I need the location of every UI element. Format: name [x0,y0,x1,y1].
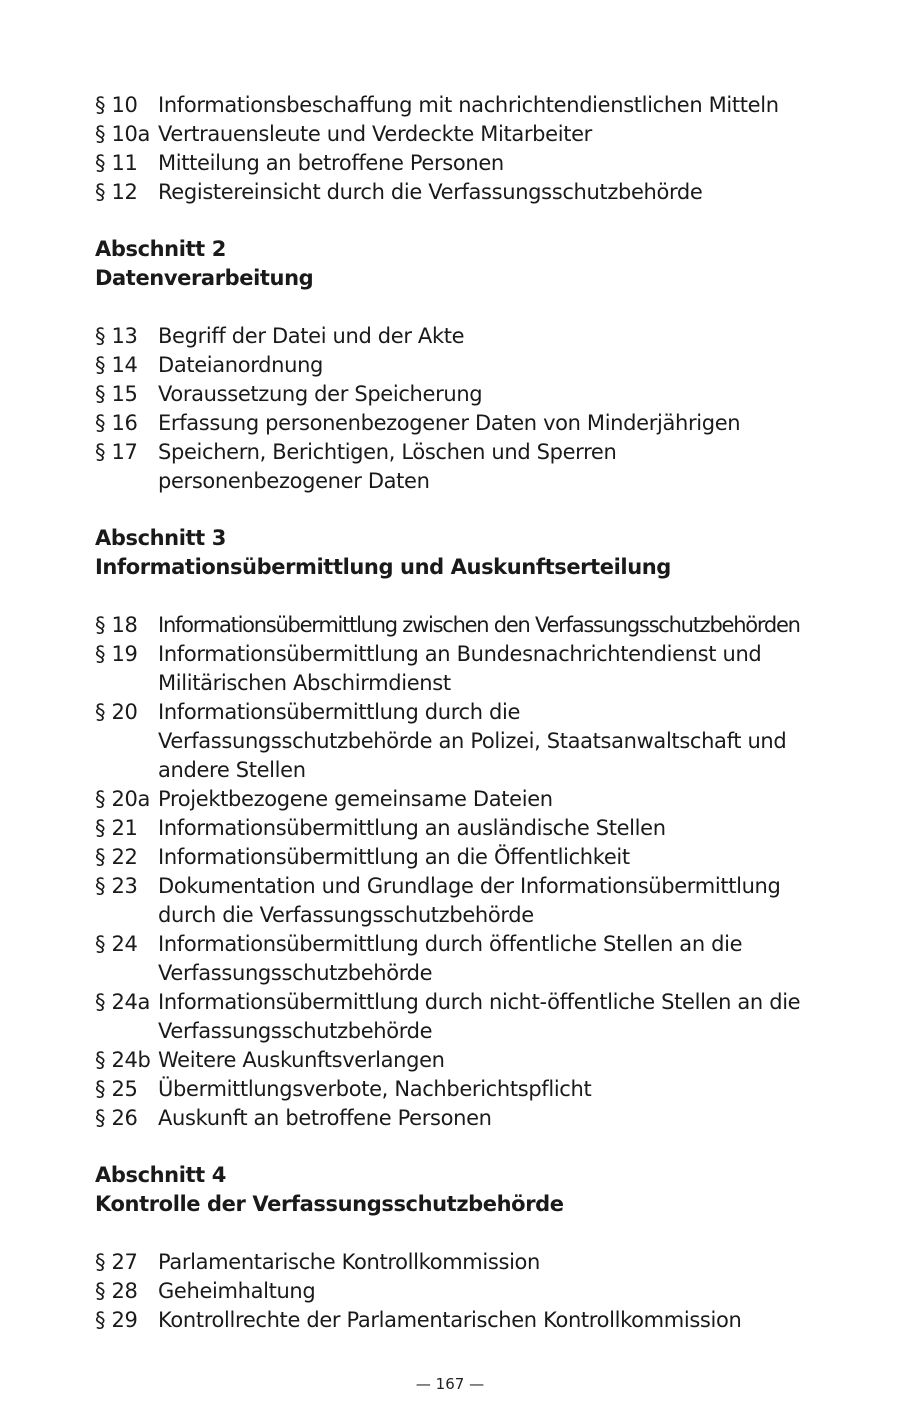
section-title: Projektbezogene gemeinsame Dateien [158,787,553,811]
section-title: Informationsübermittlung zwischen den Verfassungsschutzbehörden [158,613,800,637]
section-number: § 19 [95,642,138,666]
toc-entry [95,698,865,785]
section-heading-number: Abschnitt 3 [95,526,226,550]
toc-entry [95,1248,865,1277]
section-heading-number: Abschnitt 2 [95,237,226,261]
toc-entry [95,988,865,1046]
toc-entry [95,380,865,409]
section-number: § 24b [95,1048,151,1072]
section-number: § 16 [95,411,138,435]
toc-entry [95,1277,865,1306]
section-heading [95,1161,865,1219]
section-title: Informationsübermittlung an ausländische Stellen [158,816,666,840]
toc-entry [95,814,865,843]
toc-entry [95,149,865,178]
toc-entry [95,178,865,207]
section-number: § 28 [95,1279,138,1303]
section-number: § 25 [95,1077,138,1101]
toc-entry [95,872,865,930]
section-title: Dateianordnung [158,353,324,377]
section-number: § 15 [95,382,138,406]
section-number: § 24a [95,990,151,1014]
toc-entry [95,1306,865,1335]
toc-section-3 [95,524,865,1133]
section-number: § 21 [95,816,138,840]
section-title: Kontrollrechte der Parlamentarischen Kontrollkommission [158,1308,742,1332]
toc-entry [95,930,865,988]
section-number: § 12 [95,180,138,204]
toc-entry [95,322,865,351]
section-number: § 10a [95,122,151,146]
section-title: Begriff der Datei und der Akte [158,324,465,348]
section-title: Speichern, Berichtigen, Löschen und Sperren personenbezogener Daten [158,440,617,493]
section-heading-title: Datenverarbeitung [95,266,314,290]
section-heading-number: Abschnitt 4 [95,1163,226,1187]
page-number: — 167 — [415,1375,485,1393]
section-number: § 17 [95,440,138,464]
toc-entry [95,611,865,640]
toc-entry [95,351,865,380]
section-title: Erfassung personenbezogener Daten von Minderjährigen [158,411,741,435]
section-heading [95,235,865,293]
section-number: § 27 [95,1250,138,1274]
section-title: Informationsübermittlung an Bundesnachrichtendienst und Militärischen Abschirmdienst [158,642,762,695]
section-number: § 13 [95,324,138,348]
section-title: Dokumentation und Grundlage der Informationsübermittlung durch die Verfassungsschutzbehörde [158,874,781,927]
section-title: Voraussetzung der Speicherung [158,382,483,406]
section-number: § 20a [95,787,151,811]
section-number: § 11 [95,151,138,175]
section-title: Geheimhaltung [158,1279,316,1303]
section-number: § 10 [95,93,138,117]
toc-entry [95,1075,865,1104]
toc-entry [95,843,865,872]
section-title: Informationsübermittlung durch öffentliche Stellen an die Verfassungsschutzbehörde [158,932,743,985]
section-number: § 23 [95,874,138,898]
toc-entry [95,785,865,814]
section-title: Parlamentarische Kontrollkommission [158,1250,541,1274]
section-title: Informationsbeschaffung mit nachrichtendienstlichen Mitteln [158,93,779,117]
section-title: Informationsübermittlung an die Öffentlichkeit [158,845,630,869]
section-title: Informationsübermittlung durch die Verfassungsschutzbehörde an Polizei, Staatsanwaltschaft und andere Stellen [158,700,787,782]
section-title: Auskunft an betroffene Personen [158,1106,492,1130]
table-of-contents [95,91,865,1335]
toc-group-continued [95,91,865,207]
toc-entry [95,1104,865,1133]
section-title: Mitteilung an betroffene Personen [158,151,504,175]
toc-entry [95,409,865,438]
section-title: Vertrauensleute und Verdeckte Mitarbeiter [158,122,592,146]
section-title: Informationsübermittlung durch nicht-öffentliche Stellen an die Verfassungsschutzbehörde [158,990,801,1043]
toc-section-4 [95,1161,865,1335]
toc-entry [95,640,865,698]
section-number: § 14 [95,353,138,377]
toc-entry [95,91,865,120]
section-number: § 24 [95,932,138,956]
section-heading-title: Informationsübermittlung und Auskunftserteilung [95,555,671,579]
section-title: Übermittlungsverbote, Nachberichtspflicht [158,1077,592,1101]
toc-entry [95,438,865,496]
section-number: § 18 [95,613,138,637]
section-number: § 29 [95,1308,138,1332]
toc-section-2 [95,235,865,496]
section-title: Weitere Auskunftsverlangen [158,1048,445,1072]
section-number: § 22 [95,845,138,869]
toc-entry [95,120,865,149]
section-number: § 26 [95,1106,138,1130]
section-number: § 20 [95,700,138,724]
section-heading [95,524,865,582]
section-title: Registereinsicht durch die Verfassungsschutzbehörde [158,180,703,204]
section-heading-title: Kontrolle der Verfassungsschutzbehörde [95,1192,564,1216]
toc-entry [95,1046,865,1075]
